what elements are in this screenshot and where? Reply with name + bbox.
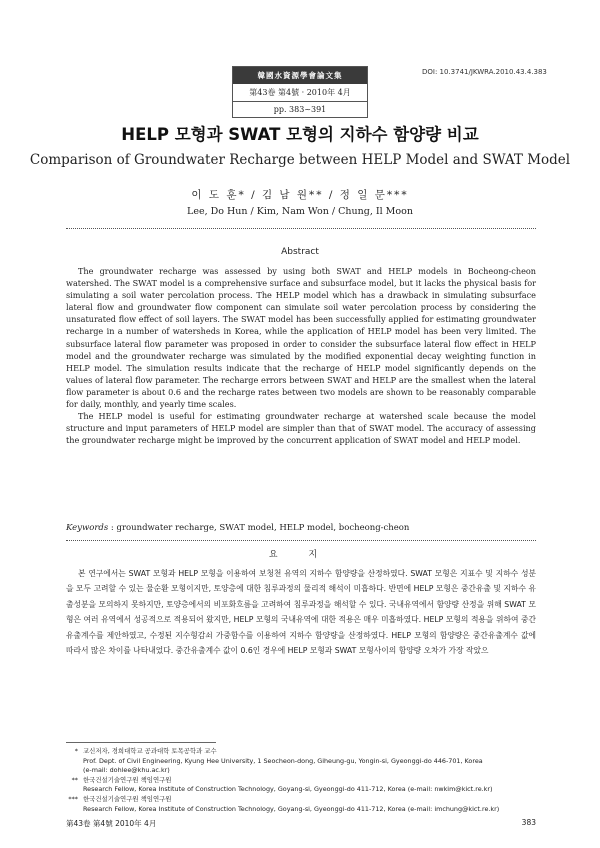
keywords: [66, 523, 536, 533]
footnote: [66, 747, 536, 776]
page-range: pp. 383~391: [273, 105, 327, 114]
title-korean: HELP 모형과 SWAT 모형의 지하수 함양량 비교: [121, 125, 479, 144]
footer-journal-issue: 第43卷 第4號 2010年 4月: [66, 819, 157, 828]
abstract-body: [66, 265, 536, 446]
title-english: Comparison of Groundwater Recharge between HELP Model and SWAT Model: [29, 152, 571, 168]
keywords-label: Keywords: [66, 523, 109, 533]
journal-name: 韓國水資源學會論文集: [233, 67, 367, 84]
footnote-line: (e-mail: dohlee@khu.ac.kr): [83, 766, 170, 775]
footnote-line: 한국건설기술연구원 책임연구원: [83, 775, 172, 784]
footnote-line: 한국건설기술연구원 책임연구원: [83, 794, 172, 803]
footnote-rule: [66, 742, 216, 743]
keywords-text: groundwater recharge, SWAT model, HELP model, bocheong-cheon: [116, 523, 410, 533]
abstract-paragraph: The HELP model is useful for estimating groundwater recharge at watershed scale because the model structure and input parameters of HELP model are simpler than that of SWAT model. The accuracy of assessing the groundwater recharge might be improved by the concurrent application of SWAT model and HELP model.: [66, 411, 536, 446]
journal-info-box: [232, 66, 368, 118]
doi: DOI: 10.3741/JKWRA.2010.43.4.383: [422, 68, 547, 76]
footnote-line: Research Fellow, Korea Institute of Construction Technology, Goyang-si, Gyeonggi-do 411-712, Korea (e-mail: imchung@kict.re.kr): [83, 804, 500, 813]
authors-korean: 이 도 훈* / 김 남 원** / 정 일 문***: [191, 189, 409, 201]
footnote: [66, 795, 536, 814]
keywords-colon: :: [110, 523, 117, 533]
divider: [66, 540, 536, 541]
authors-english: Lee, Do Hun / Kim, Nam Won / Chung, Il Moon: [187, 206, 413, 217]
footnote: [66, 776, 536, 795]
footnote-mark: ***: [68, 794, 78, 803]
footnote-line: Prof. Dept. of Civil Engineering, Kyung Hee University, 1 Seocheon-dong, Giheung-gu, Yongin-si, Gyeonggi-do 446-701, Korea: [83, 756, 483, 765]
page-number: 383: [521, 818, 536, 827]
footnote-line: 교신저자, 경희대학교 공과대학 토목공학과 교수: [83, 747, 217, 755]
abstract-heading: Abstract: [281, 247, 319, 257]
page-footer: [66, 818, 536, 829]
korean-abstract-paragraph: 본 연구에서는 SWAT 모형과 HELP 모형을 이용하여 보청천 유역의 지하수 함양량을 산정하였다. SWAT 모형은 지표수 및 지하수 성분을 모두 고려할 수 있는 물순환 모형이지만, 토양층에 대한 침루과정의 물리적 해석이 미흡하다. 반면에 HELP 모형은 중간유출 및 지하수 유출성분을 모의하지 못하지만, 토양층에서의 비포화흐름을 고려하여 침루과정을 해석할 수 있다. 국내유역에서 함양량 산정을 위해 SWAT 모형은 여러 유역에서 성공적으로 적용되어 왔지만, HELP 모형의 국내유역에 대한 적용은 매우 미흡하였다. HELP 모형의 적용을 위하여 중간유출계수를 제안하였고, 수정된 지수형감쇠 가중함수를 이용하여 지하수 함양량을 산정하였다. HELP 모형의 함양량은 중간유출계수 값에 따라서 많은 차이를 나타내었다. 중간유출계수 값이 0.6인 경우에 HELP 모형과 SWAT 모형사이의 함양량 오차가 가장 작았으: [66, 569, 536, 656]
footnote-mark: *: [74, 747, 78, 755]
abstract-paragraph: The groundwater recharge was assessed by using both SWAT and HELP models in Bocheong-cheon watershed. The SWAT model is a comprehensive surface and subsurface model, but it lacks the physical basis for simulating a soil water percolation process. The HELP model which has a drawback in simulating subsurface lateral flow and groundwater flow component can simulate soil water percolation process by considering the unsaturated flow effect of soil layers. The SWAT model has been successfully applied for estimating groundwater recharge in a number of watersheds in Korea, while the application of HELP model has been very limited. The subsurface lateral flow parameter was proposed in order to consider the subsurface lateral flow effect in HELP model and the groundwater recharge was simulated by the modified exponential decay weighting function in HELP model. The simulation results indicate that the recharge of HELP model significantly depends on the values of lateral flow parameter. The recharge errors between SWAT and HELP are the smallest when the lateral flow parameter is about 0.6 and the recharge rates between two models are shown to be reasonably comparable for daily, monthly, and yearly time scales.: [66, 266, 536, 410]
korean-abstract-body: [66, 566, 536, 658]
footnote-mark: **: [71, 775, 78, 784]
korean-abstract-heading: 요 지: [268, 550, 332, 560]
divider: [66, 228, 536, 229]
footnotes: [66, 747, 536, 814]
footnote-line: Research Fellow, Korea Institute of Construction Technology, Goyang-si, Gyeonggi-do 411-712, Korea (e-mail: nwkim@kict.re.kr): [83, 785, 493, 794]
volume-line: 第43卷 第4號 · 2010年 4月: [233, 84, 367, 102]
